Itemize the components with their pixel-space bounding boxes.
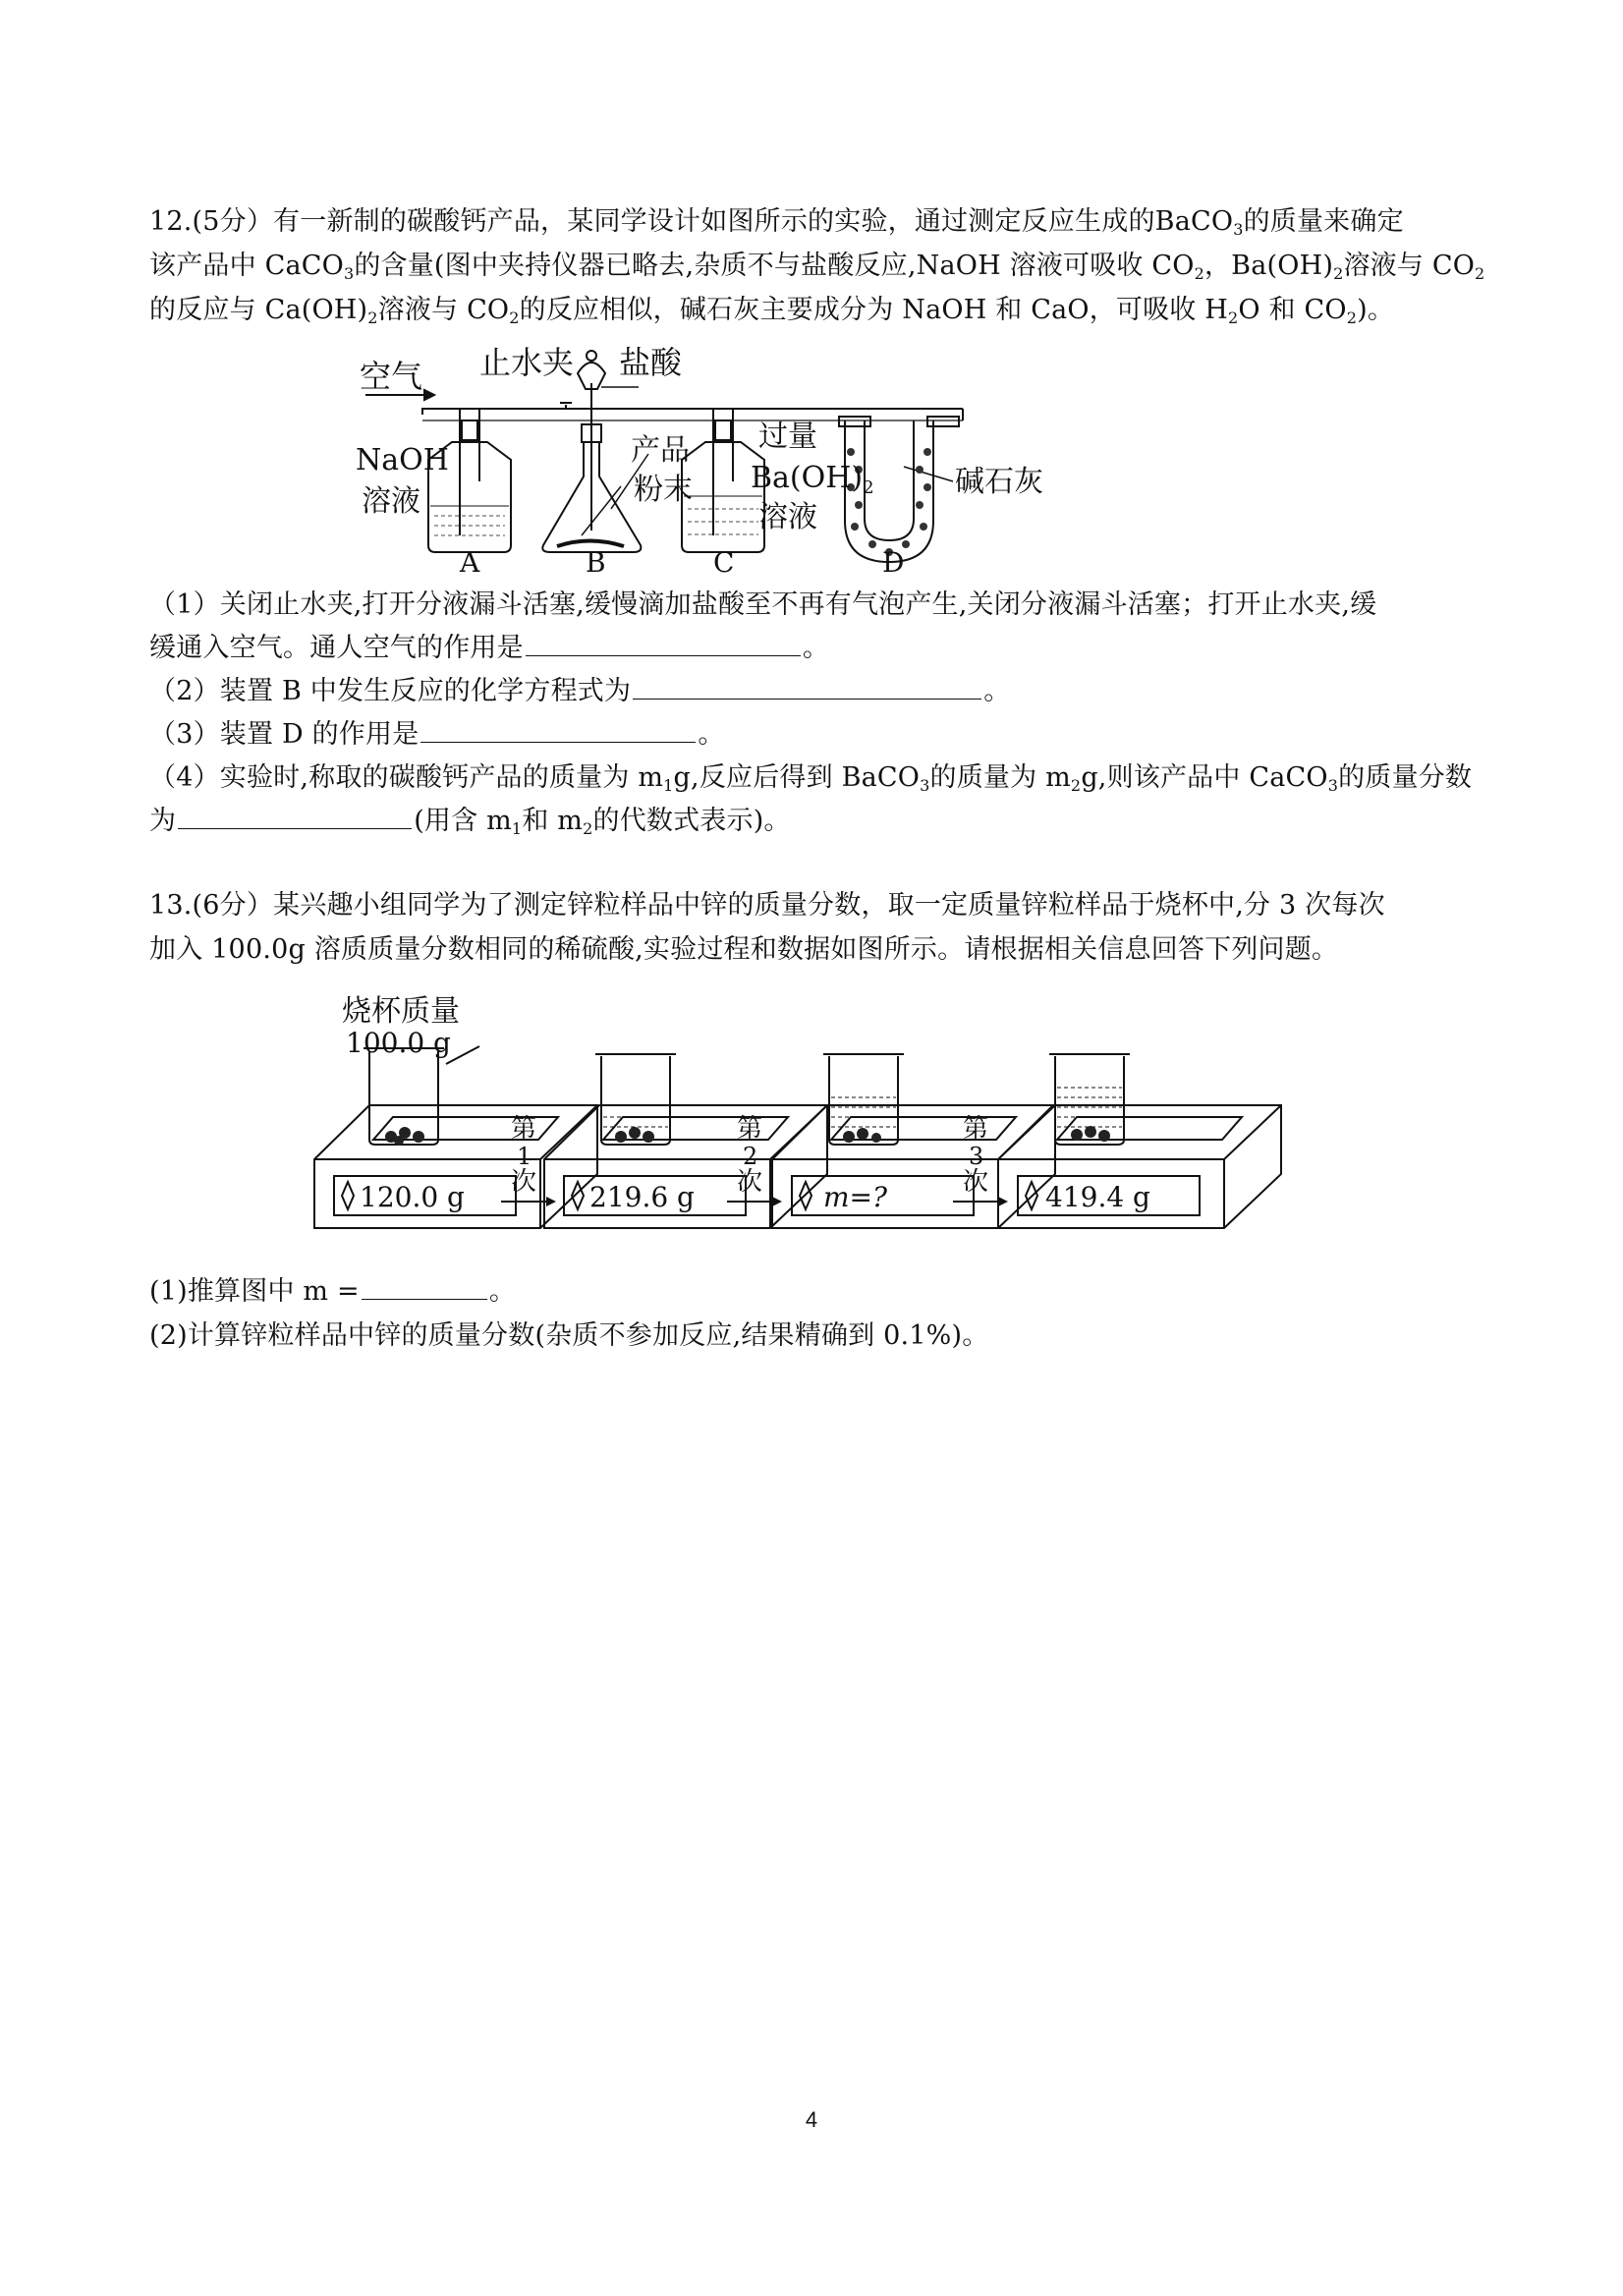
step-2-char-3: 次 — [737, 1167, 763, 1197]
naoh-label: NaOH — [356, 443, 449, 477]
q12-part-4-line-1: （4）实验时,称取的碳酸钙产品的质量为 $m_1g$,反应后得到 BaCO$_3$的质量为 $m_2g$,则该产品中 CaCO$_3$的质量分数 — [149, 762, 1473, 795]
step-1-char-3: 次 — [511, 1167, 537, 1197]
baoh-solution-label: 溶液 — [758, 500, 817, 534]
answer-blank-2[interactable] — [633, 673, 981, 700]
baoh-label: $Ba(OH)_2$ — [751, 461, 874, 498]
reading-4: 419.4 g — [1045, 1181, 1150, 1213]
acid-label: 盐酸 — [619, 344, 683, 381]
reading-2: 219.6 g — [589, 1181, 695, 1213]
q13-balance-diagram — [312, 987, 1393, 1238]
reading-1: 120.0 g — [360, 1181, 465, 1213]
powder-label: 粉末 — [634, 473, 693, 507]
excess-label: 过量 — [758, 420, 817, 454]
page-number: 4 — [805, 2107, 818, 2132]
answer-blank-1[interactable] — [526, 630, 801, 656]
q13-line-2: 加入 100.0g 溶质质量分数相同的稀硫酸,实验过程和数据如图所示。请根据相关信息回答下列问题。 — [149, 934, 1339, 965]
q12-part-4-line-2: 为 (用含 $m_1$和 $m_2$的代数式表示)。 — [149, 802, 791, 841]
answer-blank-m[interactable] — [362, 1273, 487, 1300]
q12-part-2: （2）装置 B 中发生反应的化学方程式为 。 — [149, 672, 1010, 711]
step-3-char-1: 第 — [963, 1114, 989, 1144]
step-2-char-1: 第 — [737, 1114, 763, 1144]
answer-blank-4[interactable] — [178, 803, 412, 829]
lime-label: 碱石灰 — [955, 465, 1043, 499]
q12-line-1: 12.(5分）有一新制的碳酸钙产品，某同学设计如图所示的实验，通过测定反应生成的BaCO$_3$的质量来确定 — [149, 206, 1404, 239]
answer-blank-3[interactable] — [420, 716, 696, 743]
step-1-char-1: 第 — [511, 1114, 537, 1144]
q12-part-3: （3）装置 D 的作用是 。 — [149, 715, 725, 755]
label-d: D — [882, 546, 905, 575]
step-3-char-3: 次 — [963, 1167, 989, 1197]
q12-part-1-line-1: （1）关闭止水夹,打开分液漏斗活塞,缓慢滴加盐酸至不再有气泡产生,关闭分液漏斗活塞；打开止水夹,缓 — [149, 589, 1377, 620]
q12-line-2: 该产品中 CaCO$_3$的含量(图中夹持仪器已略去,杂质不与盐酸反应,NaOH 溶液可吸收 $CO_2$，$Ba(OH)_2$溶液与 $CO_2$ — [149, 251, 1485, 283]
reading-3: m=? — [823, 1181, 888, 1213]
q12-part-1-line-2: 缓通入空气。通人空气的作用是 。 — [149, 629, 829, 668]
clamp-label: 止水夹 — [479, 344, 575, 381]
label-a: A — [460, 546, 480, 575]
q12-apparatus-diagram — [354, 344, 1081, 575]
beaker-mass-label: 烧杯质量 — [342, 994, 460, 1029]
product-label: 产品 — [631, 433, 690, 468]
air-label: 空气 — [360, 358, 423, 395]
label-c: C — [713, 546, 735, 575]
q13-part-2: (2)计算锌粒样品中锌的质量分数(杂质不参加反应,结果精确到 0.1%)。 — [149, 1320, 989, 1351]
q13-line-1: 13.(6分）某兴趣小组同学为了测定锌粒样品中锌的质量分数，取一定质量锌粒样品于烧杯中,分 3 次每次 — [149, 890, 1385, 921]
label-b: B — [586, 546, 606, 575]
q12-line-3: 的反应与 $Ca(OH)_2$溶液与 $CO_2$的反应相似，碱石灰主要成分为 NaOH 和 CaO，可吸收 $H_2O$ 和 $CO_2$)。 — [149, 295, 1395, 327]
q13-part-1: (1)推算图中 m = 。 — [149, 1272, 516, 1312]
beaker-mass-value: 100.0 g — [346, 1027, 451, 1059]
step-3-char-2: 3 — [969, 1143, 984, 1170]
naoh-solution-label: 溶液 — [362, 484, 420, 519]
step-1-char-2: 1 — [517, 1143, 532, 1170]
step-2-char-2: 2 — [743, 1143, 758, 1170]
